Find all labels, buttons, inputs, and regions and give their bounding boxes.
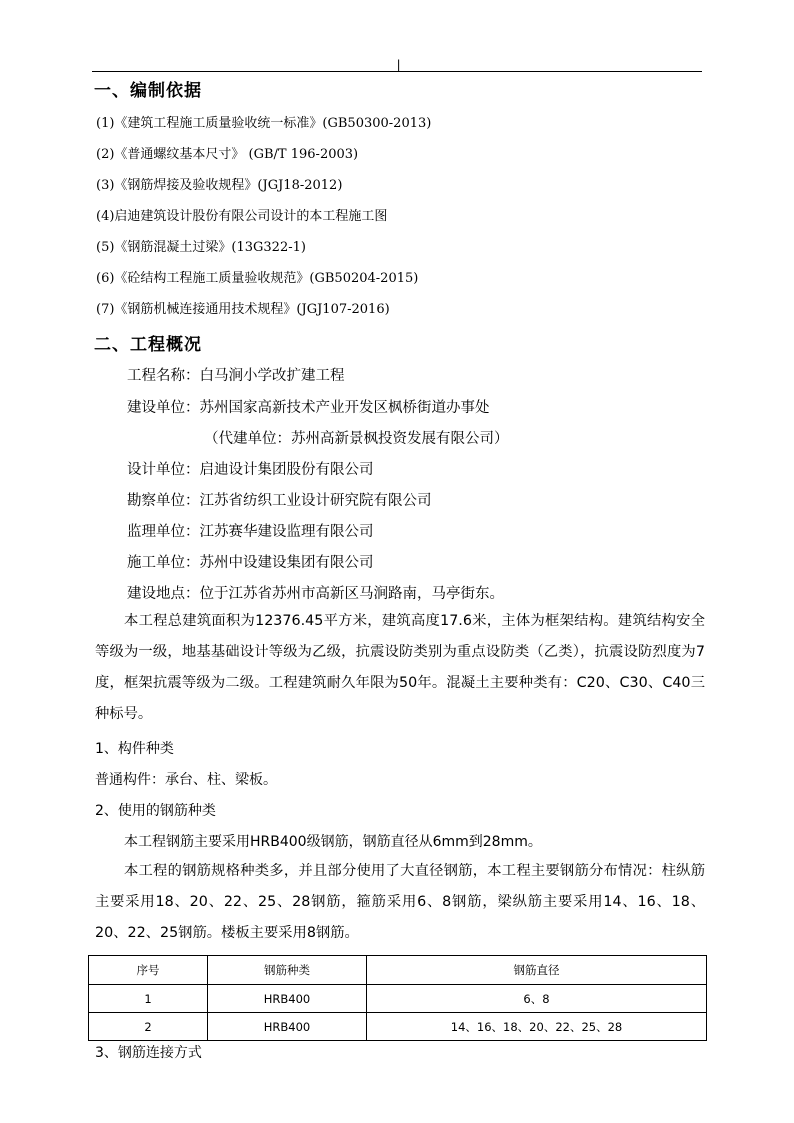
- reference-item: (1)《建筑工程施工质量验收统一标准》(GB50300-2013): [96, 116, 432, 131]
- section-title-basis: 一、编制依据: [94, 81, 202, 101]
- table-header-row: [89, 956, 707, 985]
- reference-item: (2)《普通螺纹基本尺寸》 (GB/T 196-2003): [96, 147, 359, 162]
- project-summary: 本工程总建筑面积为12376.45平方米，建筑高度17.6米，主体为框架结构。建筑结构安全等级为一级，地基基础设计等级为乙级，抗震设防类别为重点设防类（乙类），抗震设防烈度为7度，框架抗震等级为二级。工程建筑耐久年限为50年。混凝土主要种类有：C20、C30、C40三种标号。: [95, 613, 705, 722]
- sub-title-components: 1、构件种类: [95, 741, 174, 757]
- supervision-unit: 监理单位：江苏赛华建设监理有限公司: [127, 524, 374, 540]
- header-rule: [92, 71, 702, 72]
- cell-type: HRB400: [208, 985, 367, 1013]
- cell-index: 2: [89, 1013, 208, 1041]
- project-name: 工程名称：白马涧小学改扩建工程: [127, 368, 345, 384]
- table-row: [89, 1013, 707, 1041]
- table-row: [89, 985, 707, 1013]
- reference-item: (4)启迪建筑设计股份有限公司设计的本工程施工图: [96, 209, 388, 224]
- header-mark: |: [395, 58, 403, 72]
- rebar-table: [88, 955, 707, 1041]
- reference-item: (7)《钢筋机械连接通用技术规程》(JGJ107-2016): [96, 302, 390, 317]
- col-header-index: 序号: [89, 956, 208, 985]
- construction-unit: 施工单位：苏州中设建设集团有限公司: [127, 555, 374, 571]
- cell-diameter: 6、8: [367, 985, 707, 1013]
- agent-unit: （代建单位：苏州高新景枫投资发展有限公司）: [204, 431, 509, 447]
- cell-type: HRB400: [208, 1013, 367, 1041]
- survey-unit: 勘察单位：江苏省纺织工业设计研究院有限公司: [127, 493, 432, 509]
- sub-title-connection: 3、钢筋连接方式: [95, 1045, 202, 1061]
- reference-item: (3)《钢筋焊接及验收规程》(JGJ18-2012): [96, 178, 343, 193]
- reference-item: (5)《钢筋混凝土过梁》(13G322-1): [96, 240, 306, 255]
- client-unit: 建设单位：苏州国家高新技术产业开发区枫桥街道办事处: [127, 400, 490, 416]
- design-unit: 设计单位：启迪设计集团股份有限公司: [127, 462, 374, 478]
- reference-item: (6)《砼结构工程施工质量验收规范》(GB50204-2015): [96, 271, 419, 286]
- construction-site: 建设地点：位于江苏省苏州市高新区马涧路南，马亭街东。: [127, 586, 504, 602]
- rebar-summary: 本工程钢筋主要采用HRB400级钢筋，钢筋直径从6mm到28mm。: [124, 834, 542, 850]
- col-header-diameter: 钢筋直径: [367, 956, 707, 985]
- rebar-distribution: 本工程的钢筋规格种类多，并且部分使用了大直径钢筋，本工程主要钢筋分布情况：柱纵筋主要采用18、20、22、25、28钢筋，箍筋采用6、8钢筋，梁纵筋主要采用14、16、18、20、22、25钢筋。楼板主要采用8钢筋。: [95, 863, 705, 941]
- section-title-overview: 二、工程概况: [94, 335, 202, 355]
- sub-title-rebar-types: 2、使用的钢筋种类: [95, 803, 216, 819]
- cell-index: 1: [89, 985, 208, 1013]
- components-text: 普通构件：承台、柱、梁板。: [95, 772, 277, 788]
- col-header-type: 钢筋种类: [208, 956, 367, 985]
- cell-diameter: 14、16、18、20、22、25、28: [367, 1013, 707, 1041]
